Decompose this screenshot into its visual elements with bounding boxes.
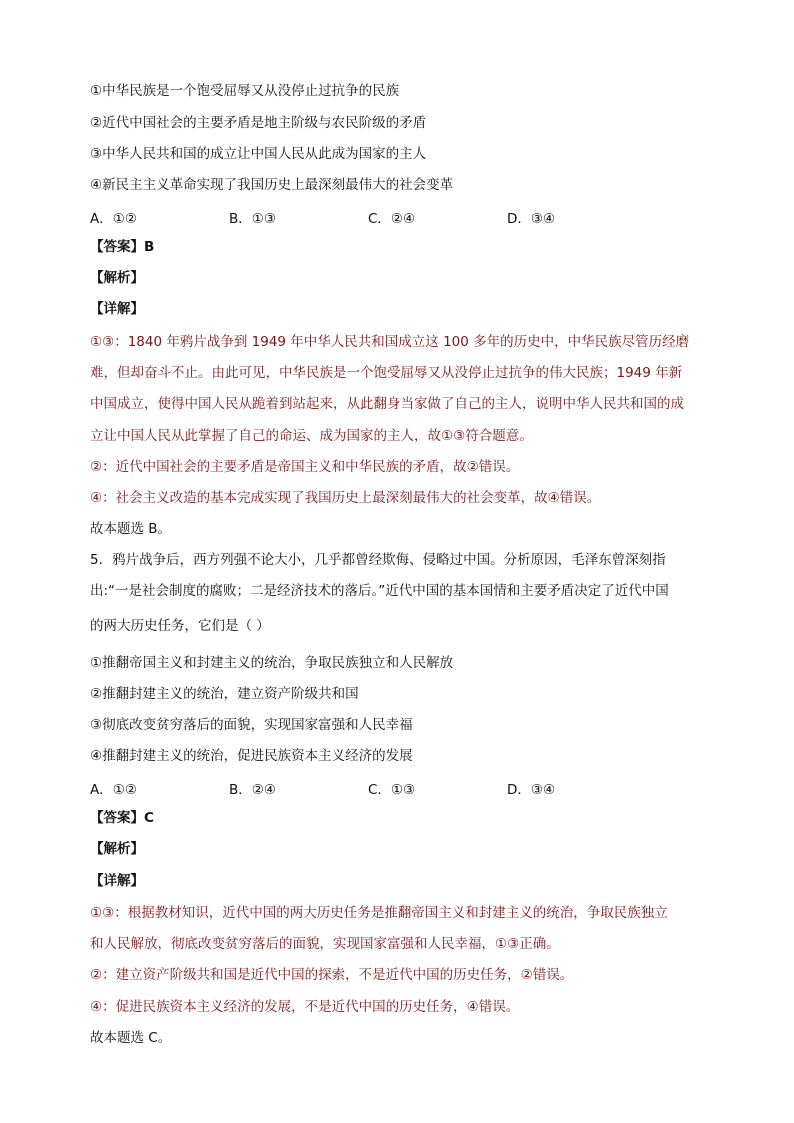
q5-detail-1-line-2: 和人民解放，彻底改变贫穷落后的面貌，实现国家富强和人民幸福，①③正确。: [90, 936, 560, 952]
q5-statement-2: ②推翻封建主义的统治，建立资产阶级共和国: [90, 686, 359, 702]
q4-detail-2: ②：近代中国社会的主要矛盾是帝国主义和中华民族的矛盾，故②错误。: [90, 459, 520, 475]
q5-detail-1-line-1: ①③：根据教材知识，近代中国的两大历史任务是推翻帝国主义和封建主义的统治，争取民族独立: [90, 905, 668, 921]
q4-option-b: B．①③: [229, 211, 276, 227]
q4-conclusion: 故本题选 B。: [90, 521, 172, 537]
q5-conclusion: 故本题选 C。: [90, 1030, 172, 1046]
q5-stem-line-3: 的两大历史任务，它们是（ ）: [90, 618, 270, 634]
q4-statement-3: ③中华人民共和国的成立让中国人民从此成为国家的主人: [90, 146, 427, 162]
q4-option-a: A．①②: [90, 211, 137, 227]
q5-options: [90, 778, 710, 796]
q5-stem-line-2: 出:“一是社会制度的腐败；二是经济技术的落后。”近代中国的基本国情和主要矛盾决定了近代中国: [90, 583, 669, 599]
q4-statement-2: ②近代中国社会的主要矛盾是地主阶级与农民阶级的矛盾: [90, 115, 427, 131]
q5-detail-3: ④：促进民族资本主义经济的发展，不是近代中国的历史任务，④错误。: [90, 999, 520, 1015]
q5-statement-4: ④推翻封建主义的统治，促进民族资本主义经济的发展: [90, 748, 413, 764]
q5-analysis-label: 【解析】: [90, 841, 144, 857]
q5-statement-1: ①推翻帝国主义和封建主义的统治，争取民族独立和人民解放: [90, 655, 454, 671]
q5-option-a: A．①②: [90, 782, 137, 798]
q4-option-d: D．③④: [507, 211, 556, 227]
q4-detail-label: 【详解】: [90, 301, 144, 317]
q5-statement-3: ③彻底改变贫穷落后的面貌，实现国家富强和人民幸福: [90, 717, 413, 733]
q4-answer-label: 【答案】B: [90, 239, 155, 255]
q5-detail-2: ②：建立资产阶级共和国是近代中国的探索，不是近代中国的历史任务，②错误。: [90, 967, 574, 983]
q4-options: [90, 207, 710, 225]
q4-statement-4: ④新民主主义革命实现了我国历史上最深刻最伟大的社会变革: [90, 177, 454, 193]
q4-detail-1-line-1: ①③：1840 年鸦片战争到 1949 年中华人民共和国成立这 100 多年的历史中，中华民族尽管历经磨: [90, 334, 690, 350]
q4-analysis-label: 【解析】: [90, 270, 144, 286]
q4-statement-1: ①中华民族是一个饱受屈辱又从没停止过抗争的民族: [90, 83, 400, 99]
q4-detail-1-line-2: 难，但却奋斗不止。由此可见，中华民族是一个饱受屈辱又从没停止过抗争的伟大民族；1949 年新: [90, 365, 683, 381]
q5-option-c: C．①③: [368, 782, 416, 798]
q4-detail-1-line-4: 立让中国人民从此掌握了自己的命运、成为国家的主人，故①③符合题意。: [90, 428, 533, 444]
q4-detail-1-line-3: 中国成立，使得中国人民从跪着到站起来，从此翻身当家做了自己的主人，说明中华人民共和国的成: [90, 396, 684, 412]
q4-detail-3: ④：社会主义改造的基本完成实现了我国历史上最深刻最伟大的社会变革，故④错误。: [90, 490, 601, 506]
q5-option-d: D．③④: [507, 782, 556, 798]
q4-option-c: C．②④: [368, 211, 416, 227]
q5-option-b: B．②④: [229, 782, 276, 798]
q5-stem-line-1: 5．鸦片战争后，西方列强不论大小，几乎都曾经欺侮、侵略过中国。分析原因，毛泽东曾深刻指: [90, 552, 666, 568]
q5-detail-label: 【详解】: [90, 873, 144, 889]
q5-answer-label: 【答案】C: [90, 810, 154, 826]
